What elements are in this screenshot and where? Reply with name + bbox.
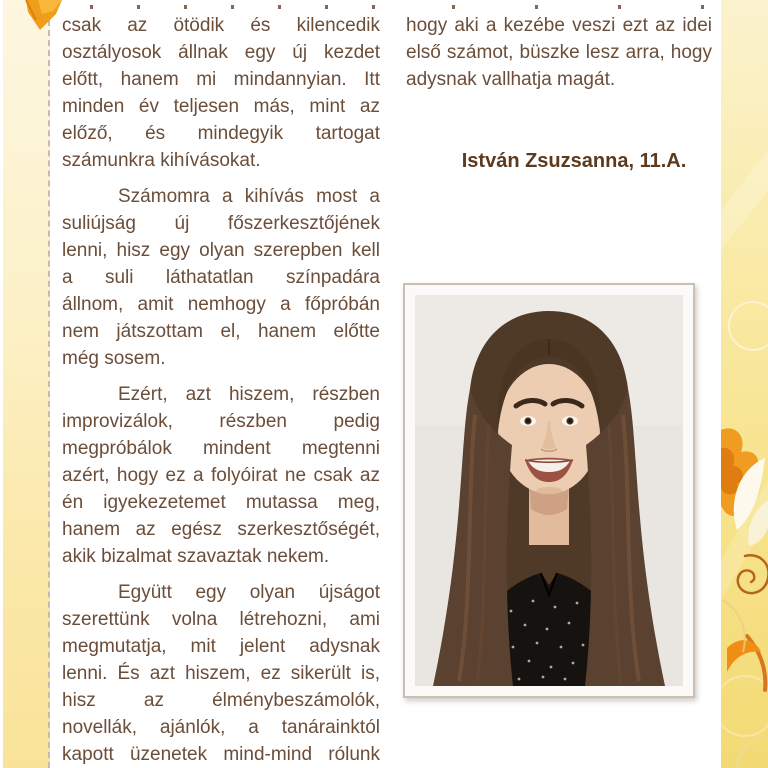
text-line: Együtt egy olyan újságot (118, 582, 380, 603)
text-line: megmutatja, mit jelent adysnak (62, 636, 380, 657)
orange-leaf-icon (20, 0, 62, 38)
paragraph (406, 12, 712, 93)
paragraph (62, 183, 380, 372)
text-line: azért, hogy ez a folyóirat ne csak az (62, 465, 380, 486)
text-line: osztályosok állnak egy új kezdet (62, 42, 380, 63)
text-line: suliújság új főszerkesztőjének (62, 213, 380, 234)
text-line: Ezért, azt hiszem, részben (118, 384, 380, 405)
text-line: előző, és mindegyik tartogat (62, 123, 380, 144)
text-line: lenni, hisz egy olyan szerepben kell (62, 240, 380, 261)
text-line: adysnak vallhatja magát. (406, 69, 616, 90)
right-decorative-strip (718, 0, 768, 768)
right-text-column (406, 0, 712, 173)
author-byline: István Zsuzsanna, 11.A. (461, 150, 687, 172)
text-line: hisz az élménybeszámolók, (62, 690, 380, 711)
left-decorative-strip (0, 0, 50, 768)
text-line: nem játszottam el, hanem előtte (62, 321, 380, 342)
paragraph (62, 381, 380, 570)
text-line: a suli láthatatlan színpadára (62, 267, 380, 288)
text-line: még sosem. (62, 348, 166, 369)
text-line: lenni. És azt hiszem, ez sikerült is, (62, 663, 380, 684)
text-line: csak az ötödik és kilencedik (62, 15, 380, 36)
text-line: akik bizalmat szavaztak nekem. (62, 546, 330, 567)
text-line: improvizálok, részben pedig (62, 411, 380, 432)
clipped-text-remnant (64, 5, 376, 9)
text-line: első számot, büszke lesz arra, hogy (406, 42, 712, 63)
text-line: novellák, ajánlók, a tanárainktól (62, 717, 380, 738)
text-line: én igyekezetemet mutassa meg, (62, 492, 380, 513)
text-line: hanem az egész szerkesztőségét, (62, 519, 380, 540)
text-line: megpróbálok mindent megtenni (62, 438, 380, 459)
left-text-column (62, 0, 380, 768)
text-line: kapott üzenetek mind-mind rólunk (62, 744, 380, 765)
paragraph (62, 579, 380, 768)
clipped-text-remnant (408, 5, 708, 9)
text-line: szerettünk volna létrehozni, ami (62, 609, 380, 630)
text-line: Számomra a kihívás most a (118, 186, 380, 207)
portrait-photo (403, 283, 695, 698)
text-line: minden év teljesen más, mint az (62, 96, 380, 117)
paragraph (62, 12, 380, 174)
text-line: hogy aki a kezébe veszi ezt az idei (406, 15, 712, 36)
text-line: számunkra kihívásokat. (62, 150, 261, 171)
portrait-illustration (415, 295, 683, 686)
text-line: állnom, amit nemhogy a főpróbán (62, 294, 380, 315)
autumn-ornament-art (721, 0, 768, 768)
text-line: előtt, hanem mi mindannyian. Itt (62, 69, 380, 90)
